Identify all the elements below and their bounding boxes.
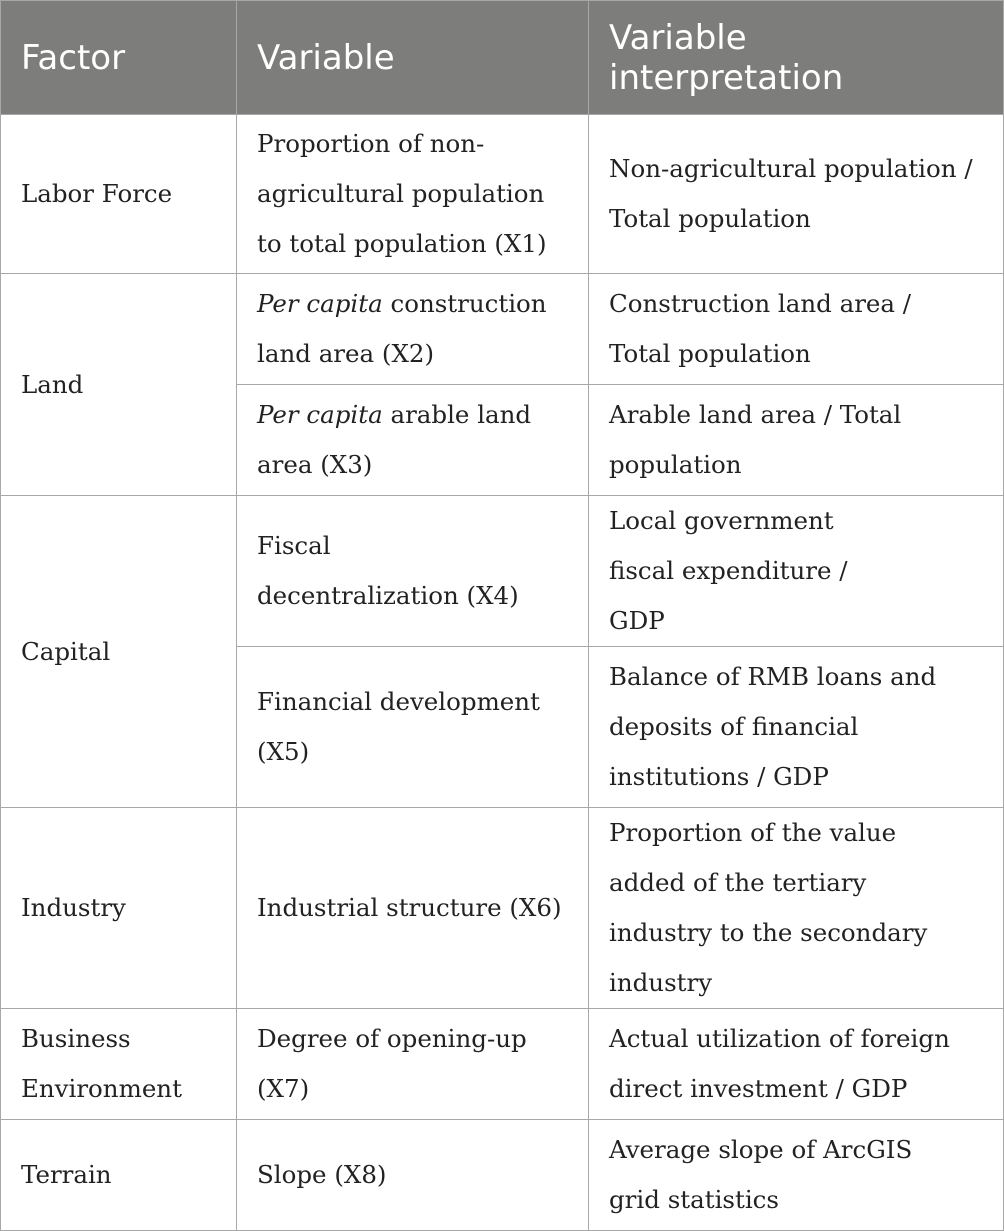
table-row [1,1120,1004,1231]
table-row [1,808,1004,1009]
interpretation-cell: Construction land area / Total population [589,274,1004,385]
table-row [1,274,1004,385]
variable-prefix: Per capita [257,289,383,318]
variable-cell [237,274,589,385]
header-interpretation: Variable interpretation [589,1,1004,115]
variable-prefix: Per capita [257,400,383,429]
factor-cell: Industry [1,808,237,1009]
interpretation-cell: Average slope of ArcGIS grid statistics [589,1120,1004,1231]
table-header-row [1,1,1004,115]
variable-cell: Financial development (X5) [237,647,589,808]
interpretation-cell: Actual utilization of foreign direct investment / GDP [589,1009,1004,1120]
interpretation-cell: Arable land area / Total population [589,385,1004,496]
variable-cell: Fiscal decentralization (X4) [237,496,589,647]
variable-cell: Industrial structure (X6) [237,808,589,1009]
interpretation-cell: Proportion of the value added of the tertiary industry to the secondary industry [589,808,1004,1009]
table-row [1,115,1004,274]
factor-cell: Terrain [1,1120,237,1231]
factor-cell: Business Environment [1,1009,237,1120]
variable-cell [237,385,589,496]
factor-cell: Land [1,274,237,496]
variable-text: arable land area (X3) [257,400,532,479]
variable-cell: Slope (X8) [237,1120,589,1231]
table-row [1,1009,1004,1120]
factor-cell: Labor Force [1,115,237,274]
factor-cell: Capital [1,496,237,808]
variable-cell: Proportion of non-agricultural population to total population (X1) [237,115,589,274]
table-row [1,496,1004,647]
interpretation-cell: Local government fiscal expenditure / GDP [589,496,1004,647]
interpretation-cell: Non-agricultural population / Total population [589,115,1004,274]
header-factor: Factor [1,1,237,115]
variable-text: construction land area (X2) [257,289,547,368]
interpretation-cell: Balance of RMB loans and deposits of financial institutions / GDP [589,647,1004,808]
variable-cell: Degree of opening-up (X7) [237,1009,589,1120]
header-variable: Variable [237,1,589,115]
